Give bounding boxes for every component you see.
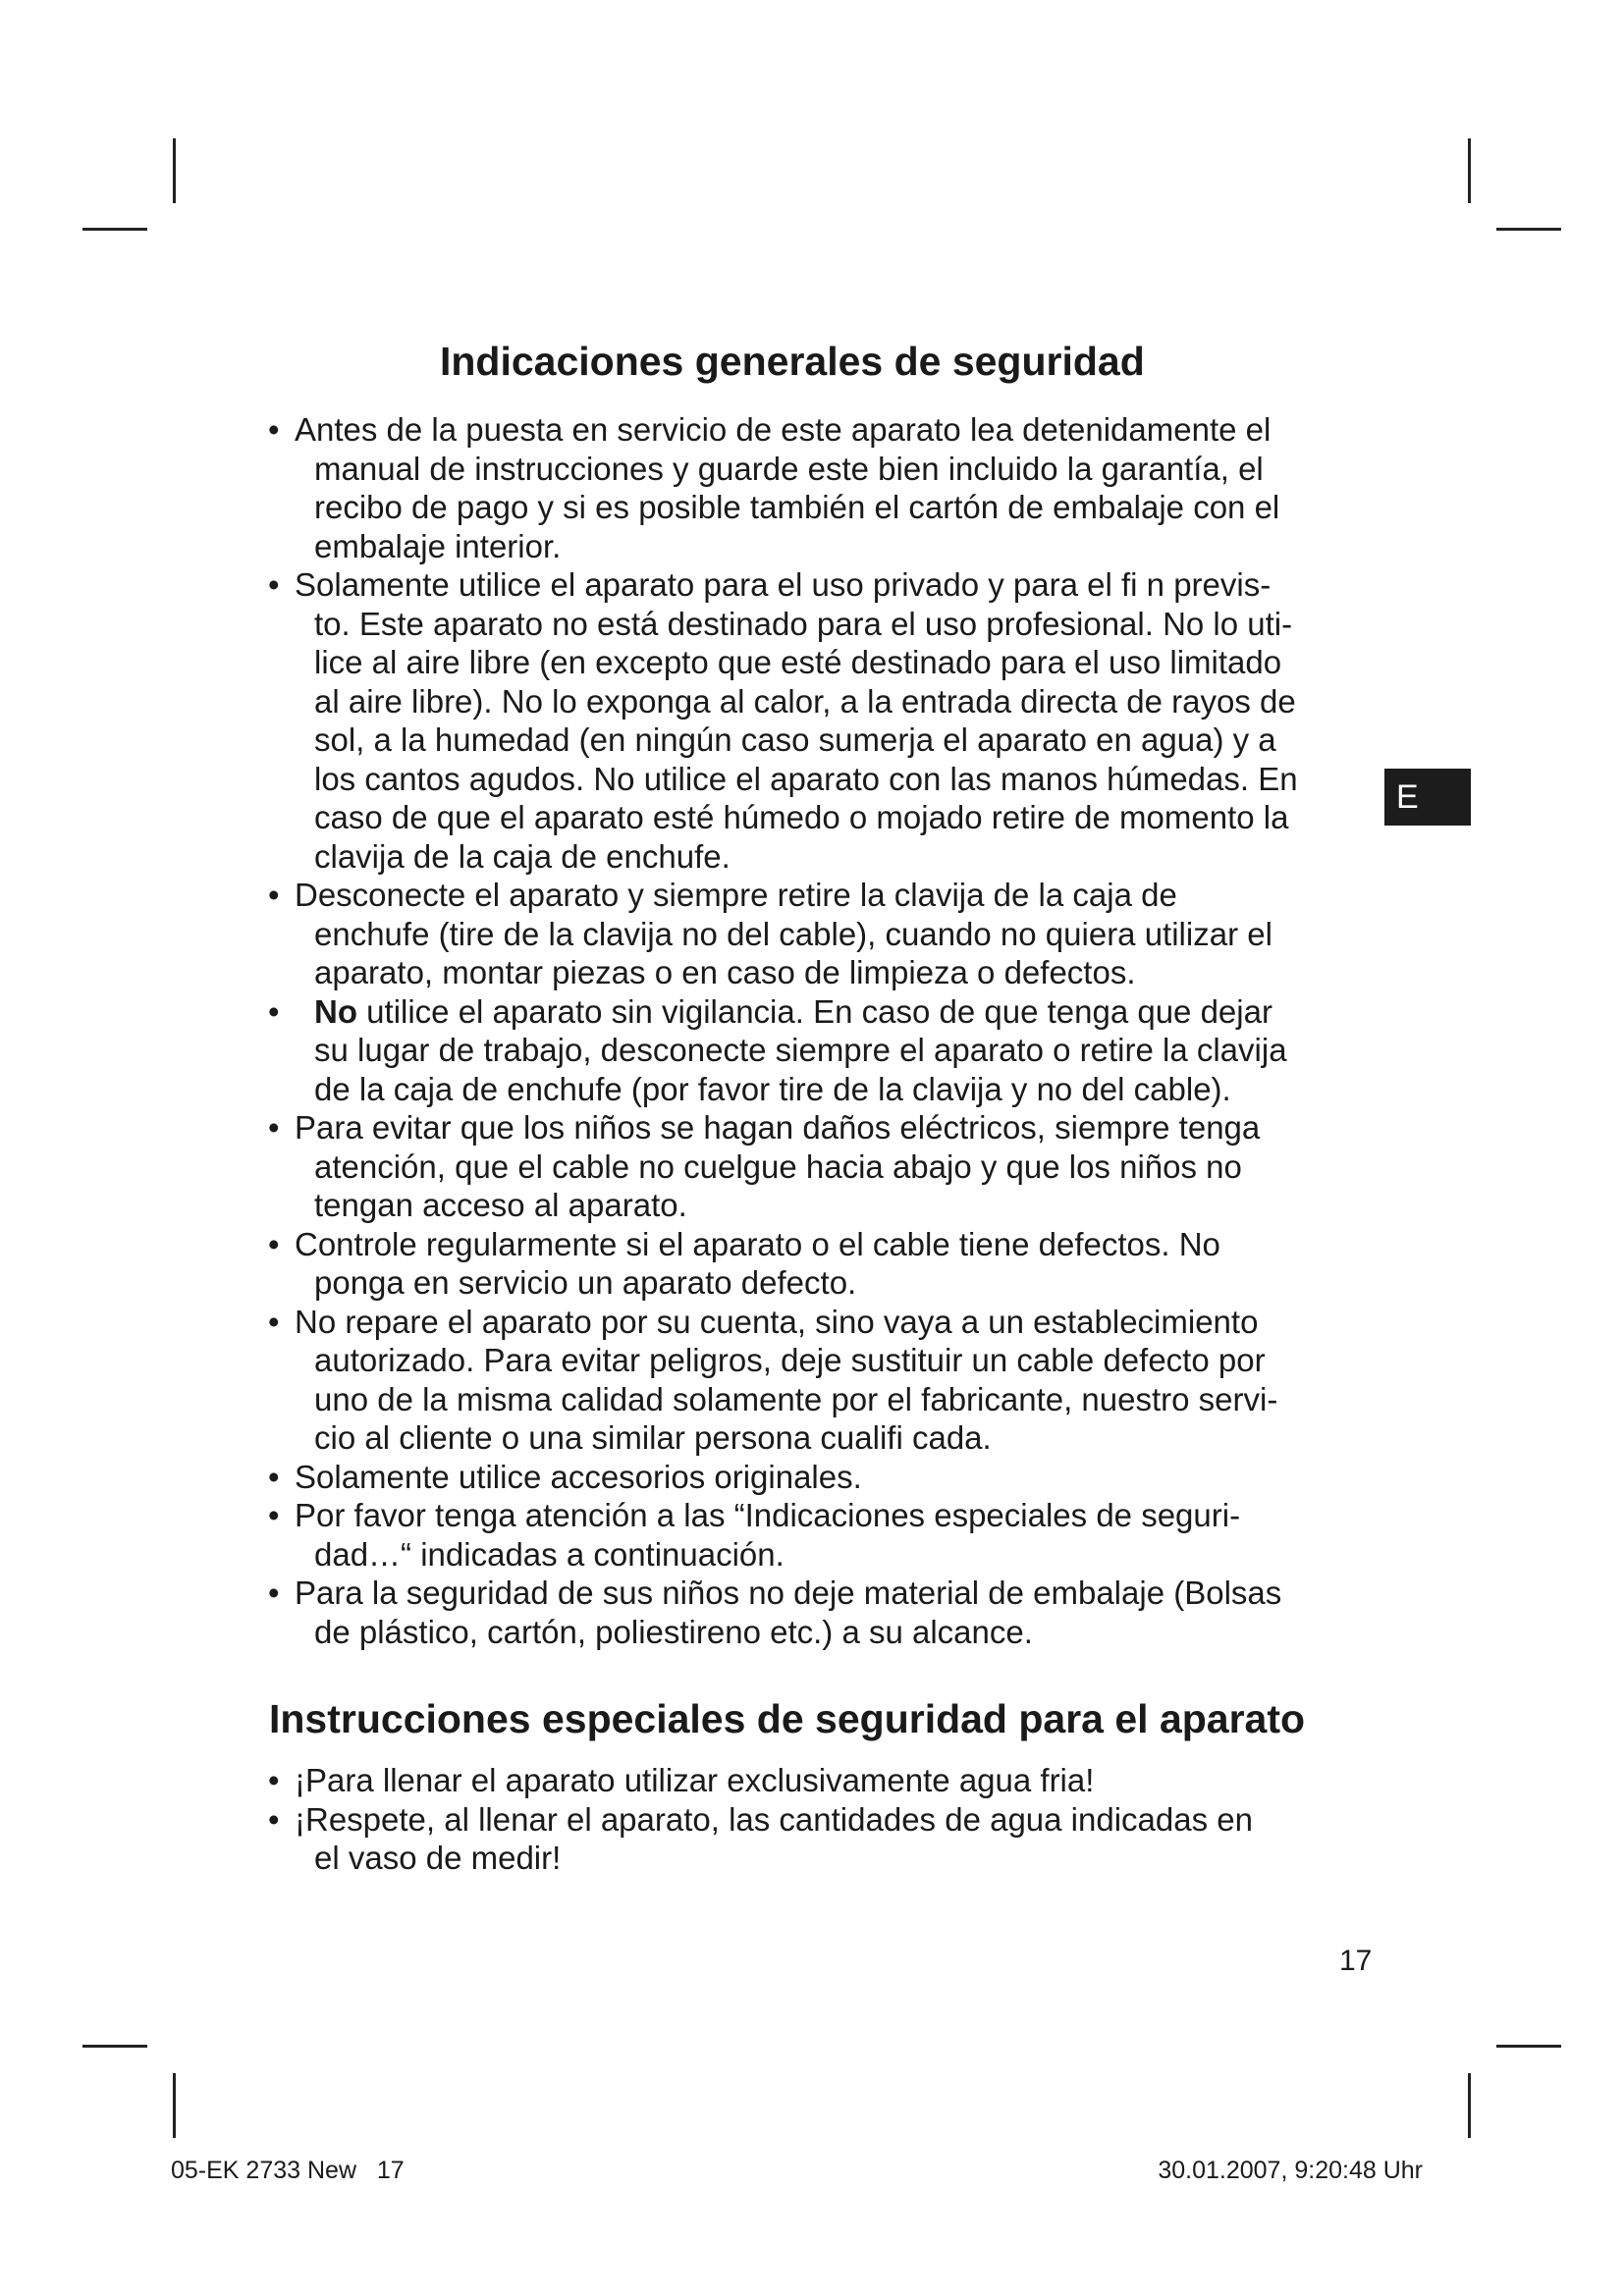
crop-mark-top-left-horizontal (82, 228, 147, 231)
list-item-line: al aire libre). No lo exponga al calor, a la entrada directa de rayos de (314, 682, 1296, 720)
list-item (268, 1761, 1384, 1800)
list-item-line: aparato, montar piezas o en caso de limpieza o defectos. (314, 954, 1136, 990)
list-item-line: Solamente utilice accesorios originales. (295, 1458, 862, 1495)
list-item-line: lice al aire libre (en excepto que esté destinado para el uso limitado (314, 644, 1282, 680)
list-item (268, 992, 1384, 1109)
list-item-line: No repare el aparato por su cuenta, sino vaya a un establecimiento (295, 1303, 1259, 1340)
list-item-line: ¡Respete, al llenar el aparato, las cantidades de agua indicadas en (295, 1800, 1253, 1838)
crop-mark-top-right-horizontal (1496, 228, 1561, 231)
list-item-line: recibo de pago y si es posible también el cartón de embalaje con el (314, 489, 1280, 525)
list-item (268, 1574, 1384, 1651)
list-item-line: Por favor tenga atención a las “Indicaciones especiales de seguri- (295, 1497, 1241, 1533)
list-item-line: el vaso de medir! (314, 1840, 562, 1876)
list-item-line: No utilice el aparato sin vigilancia. En caso de que tenga que dejar (314, 992, 1272, 1030)
crop-mark-bottom-right-vertical (1468, 2073, 1471, 2138)
bullet-marker: • (268, 1225, 280, 1262)
list-item-line: atención, que el cable no cuelgue hacia abajo y que los niños no (314, 1148, 1242, 1185)
section-title-general-safety: Indicaciones generales de seguridad (440, 339, 1145, 384)
crop-mark-top-right-vertical (1468, 138, 1471, 203)
footer-timestamp: 30.01.2007, 9:20:48 Uhr (1158, 2157, 1423, 2184)
page-number: 17 (1339, 1945, 1373, 1977)
bullet-marker: • (268, 1109, 280, 1146)
special-instructions-list (268, 1761, 1384, 1878)
list-item-line: tengan acceso al aparato. (314, 1187, 687, 1223)
bullet-marker: • (268, 1575, 280, 1611)
bullet-marker: • (268, 1762, 280, 1798)
bullet-marker: • (268, 1303, 280, 1340)
list-item-line: ponga en servicio un aparato defecto. (314, 1264, 857, 1301)
list-item-line: enchufe (tire de la clavija no del cable), cuando no quiera utilizar el (314, 915, 1272, 952)
bullet-marker: • (268, 1497, 280, 1533)
list-item (268, 876, 1384, 992)
footer-file-info: 05-EK 2733 New 17 (171, 2157, 405, 2184)
list-item-line: embalaje interior. (314, 527, 562, 564)
list-item-line: cio al cliente o una similar persona cualifi cada. (314, 1419, 992, 1456)
general-safety-list (268, 410, 1384, 1651)
crop-mark-bottom-left-vertical (173, 2073, 176, 2138)
bullet-marker: • (268, 566, 280, 603)
list-item-line: Para la seguridad de sus niños no deje material de embalaje (Bolsas (295, 1575, 1282, 1611)
list-item-line: los cantos agudos. No utilice el aparato con las manos húmedas. En (314, 760, 1298, 797)
list-item-line: sol, a la humedad (en ningún caso sumerja el aparato en agua) y a (314, 721, 1276, 758)
list-item-line: uno de la misma calidad solamente por el fabricante, nuestro servi- (314, 1380, 1278, 1417)
crop-mark-bottom-right-horizontal (1496, 2045, 1561, 2048)
bullet-marker: • (268, 1800, 280, 1838)
language-tab: E (1384, 769, 1471, 826)
emphasis-text: No (314, 992, 357, 1030)
list-item-line: caso de que el aparato esté húmedo o mojado retire de momento la (314, 799, 1289, 835)
bullet-marker: • (268, 1458, 280, 1495)
list-item-line: clavija de la caja de enchufe. (314, 837, 731, 875)
list-item (268, 565, 1384, 876)
list-item-line: dad…“ indicadas a continuación. (314, 1535, 785, 1573)
list-item-line: autorizado. Para evitar peligros, deje sustituir un cable defecto por (314, 1342, 1266, 1378)
list-item-line: de plástico, cartón, poliestireno etc.) a su alcance. (314, 1613, 1033, 1650)
list-item (268, 1225, 1384, 1303)
list-item (268, 1303, 1384, 1458)
list-item-line: Antes de la puesta en servicio de este aparato lea detenidamente el (295, 411, 1272, 448)
list-item-line: to. Este aparato no está destinado para el uso profesional. No lo uti- (314, 605, 1293, 642)
list-item-line: de la caja de enchufe (por favor tire de la clavija y no del cable). (314, 1070, 1231, 1107)
list-item-line: Desconecte el aparato y siempre retire la clavija de la caja de (295, 877, 1177, 913)
list-item (268, 1800, 1384, 1878)
crop-mark-top-left-vertical (173, 138, 176, 203)
list-item-line: manual de instrucciones y guarde este bien incluido la garantía, el (314, 450, 1264, 487)
list-item (268, 1496, 1384, 1574)
section-title-special-instructions: Instrucciones especiales de seguridad para el aparato (269, 1696, 1306, 1741)
list-item-line: ¡Para llenar el aparato utilizar exclusivamente agua fria! (295, 1762, 1095, 1798)
list-item (268, 410, 1384, 565)
bullet-marker: • (268, 992, 280, 1030)
list-item-line: Solamente utilice el aparato para el uso privado y para el fi n previs- (295, 566, 1272, 603)
list-item-line: Para evitar que los niños se hagan daños eléctricos, siempre tenga (295, 1109, 1261, 1146)
list-item-line: Controle regularmente si el aparato o el cable tiene defectos. No (295, 1225, 1220, 1262)
list-item (268, 1458, 1384, 1497)
crop-mark-bottom-left-horizontal (82, 2045, 147, 2048)
list-item-line: su lugar de trabajo, desconecte siempre el aparato o retire la clavija (314, 1032, 1287, 1068)
bullet-marker: • (268, 877, 280, 913)
bullet-marker: • (268, 411, 280, 448)
list-item (268, 1108, 1384, 1225)
